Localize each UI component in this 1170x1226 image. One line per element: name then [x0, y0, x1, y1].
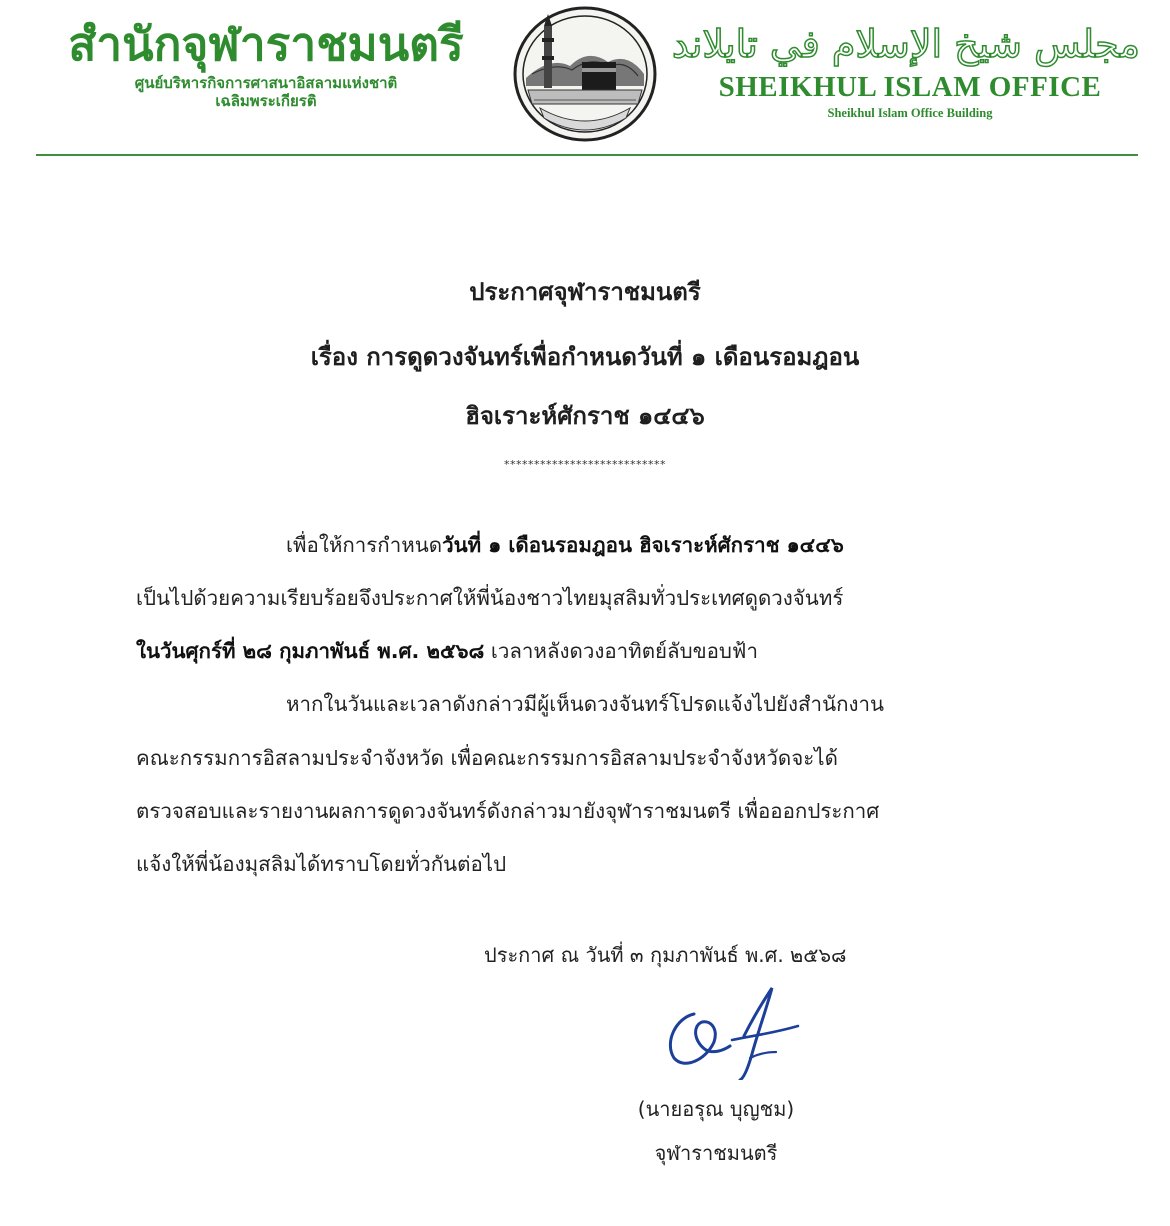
- body-line-1-bold: วันที่ ๑ เดือนรอมฎอน ฮิจเราะห์ศักราช ๑๔๔๖: [442, 533, 844, 557]
- announcement-date: ประกาศ ณ วันที่ ๓ กุมภาพันธ์ พ.ศ. ๒๕๖๘: [484, 943, 847, 967]
- office-arabic-title: مجلس شيخ الإسلام في تايلاند: [671, 22, 1140, 66]
- letterhead-english-block: [671, 18, 1140, 122]
- office-thai-subtitle-2: เฉลิมพระเกียรติ: [215, 92, 317, 110]
- office-thai-title: สำนักจุฬาราชมนตรี: [68, 17, 464, 71]
- office-english-title: SHEIKHUL ISLAM OFFICE: [718, 71, 1102, 103]
- handwritten-signature: [648, 980, 818, 1080]
- announcement-subject: เรื่อง การดูดวงจันทร์เพื่อกำหนดวันที่ ๑ เดือนรอมฎอน: [310, 343, 860, 371]
- body-line-3-bold: ในวันศุกร์ที่ ๒๘ กุมภาพันธ์ พ.ศ. ๒๕๖๘: [136, 639, 485, 663]
- office-thai-subtitle: ศูนย์บริหารกิจการศาสนาอิสลามแห่งชาติ: [134, 74, 398, 92]
- letterhead-thai-block: [36, 14, 496, 110]
- body-line-7: แจ้งให้พี่น้องมุสลิมได้ทราบโดยทั่วกันต่อไป: [136, 852, 507, 876]
- announcement-title: ประกาศจุฬาราชมนตรี: [469, 278, 701, 306]
- body-line-2: เป็นไปด้วยความเรียบร้อยจึงประกาศให้พี่น้องชาวไทยมุสลิมทั่วประเทศดูดวงจันทร์: [136, 586, 844, 610]
- announcement-hijri-year: ฮิจเราะห์ศักราช ๑๔๔๖: [465, 402, 705, 430]
- body-line-1: [286, 530, 844, 560]
- office-building-subtitle: Sheikhul Islam Office Building: [827, 106, 993, 120]
- body-line-1-text: เพื่อให้การกำหนด: [286, 533, 443, 557]
- sheikhul-islam-emblem-icon: [510, 4, 660, 144]
- body-line-3: [136, 636, 758, 666]
- body-line-4: หากในวันและเวลาดังกล่าวมีผู้เห็นดวงจันทร์โปรดแจ้งไปยังสำนักงาน: [286, 692, 885, 716]
- heading-divider: ***************************: [504, 458, 666, 471]
- body-line-5: คณะกรรมการอิสลามประจำจังหวัด เพื่อคณะกรรมการอิสลามประจำจังหวัดจะได้: [136, 746, 838, 770]
- letterhead-divider: [36, 154, 1138, 156]
- signatory-name: (นายอรุณ บุญชม): [637, 1097, 795, 1121]
- signatory-title: จุฬาราชมนตรี: [654, 1141, 778, 1165]
- body-line-6: ตรวจสอบและรายงานผลการดูดวงจันทร์ดังกล่าวมายังจุฬาราชมนตรี เพื่อออกประกาศ: [136, 799, 880, 823]
- body-line-3-text: เวลาหลังดวงอาทิตย์ลับขอบฟ้า: [484, 639, 758, 663]
